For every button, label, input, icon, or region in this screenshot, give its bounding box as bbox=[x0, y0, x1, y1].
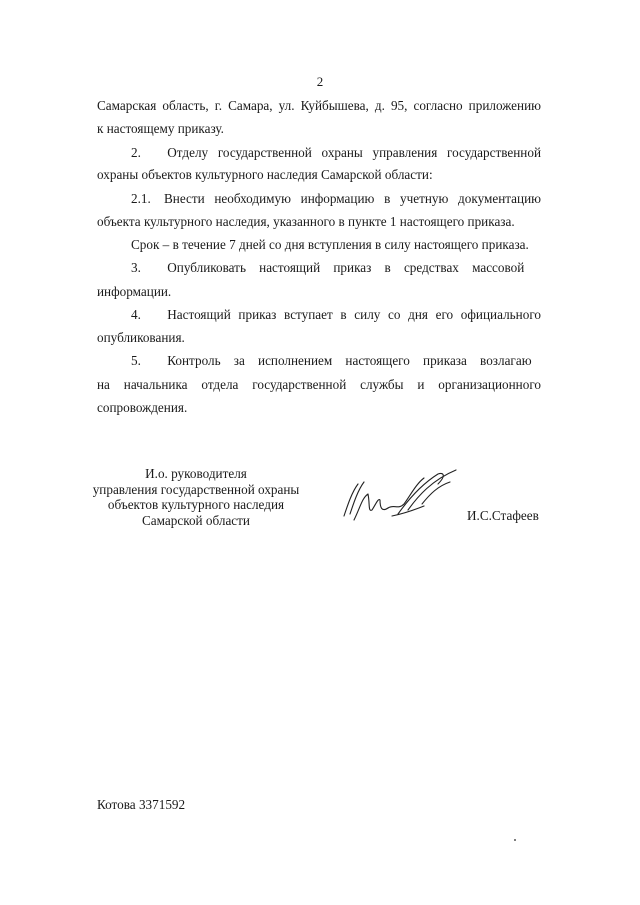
signatory-name: И.С.Стафеев bbox=[467, 508, 539, 523]
body-line: сопровождения. bbox=[97, 400, 188, 415]
body-line: Самарская область, г. Самара, ул. Куйбышева, д. 95, согласно приложению bbox=[97, 98, 541, 113]
scan-speck bbox=[514, 839, 516, 841]
signatory-title-line: Самарской области bbox=[142, 512, 250, 528]
body-line: охраны объектов культурного наследия Самарской области: bbox=[97, 167, 433, 182]
body-line: объекта культурного наследия, указанного в пункте 1 настоящего приказа. bbox=[97, 214, 515, 229]
body-line: опубликования. bbox=[97, 330, 185, 345]
handwritten-signature bbox=[338, 464, 468, 534]
body-line: информации. bbox=[97, 284, 172, 299]
body-line: Срок – в течение 7 дней со дня вступления в силу настоящего приказа. bbox=[131, 237, 529, 252]
signatory-title-line: И.о. руководителя bbox=[145, 466, 247, 481]
signatory-title-line: управления государственной охраны bbox=[92, 481, 300, 497]
executor-note: Котова 3371592 bbox=[97, 797, 186, 812]
signatory-title bbox=[86, 466, 306, 528]
body-line: 2.1. Внести необходимую информацию в учетную документацию bbox=[131, 191, 541, 206]
body-line: 5. Контроль за исполнением настоящего приказа возлагаю bbox=[131, 353, 532, 368]
body-line: 2. Отделу государственной охраны управления государственной bbox=[131, 145, 541, 160]
signatory-title-line: объектов культурного наследия bbox=[107, 497, 285, 512]
body-line: на начальника отдела государственной службы и организационного bbox=[97, 377, 541, 392]
body-line: 4. Настоящий приказ вступает в силу со дня его официального bbox=[131, 307, 541, 322]
page-number: 2 bbox=[316, 74, 324, 89]
body-line: к настоящему приказу. bbox=[97, 121, 224, 136]
body-line: 3. Опубликовать настоящий приказ в средствах массовой bbox=[131, 260, 525, 275]
